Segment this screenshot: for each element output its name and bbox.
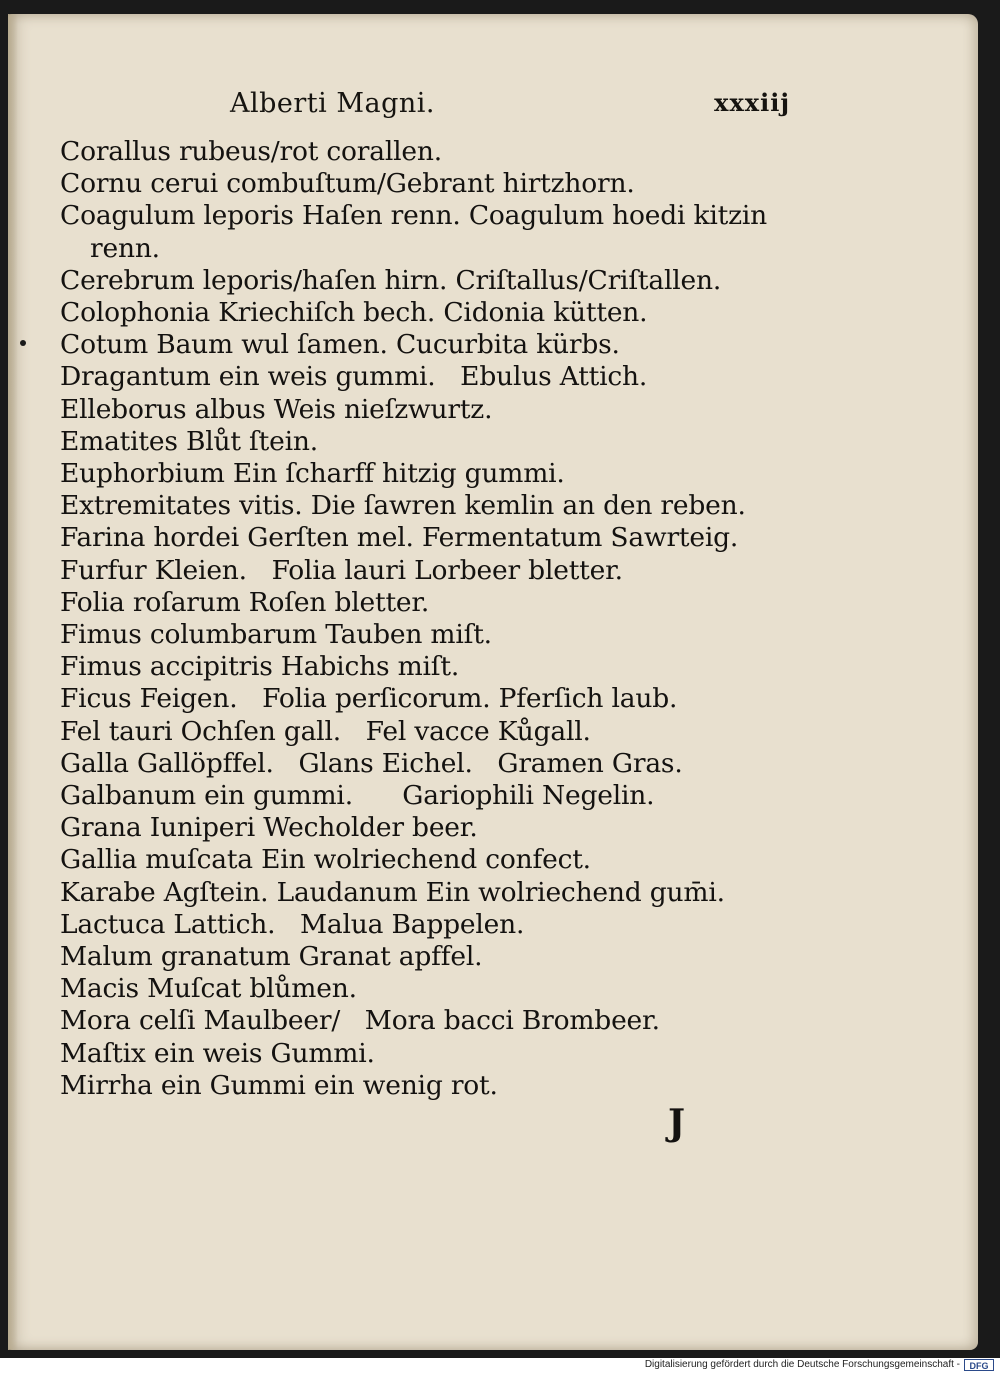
entry-line: Coagulum leporis Haſen renn. Coagulum hoedi kitzin [60,200,768,232]
entry-line: Fimus accipitris Habichs miſt. [60,651,460,683]
entry-line: Mora celſi Maulbeer/ Mora bacci Brombeer. [60,1005,660,1037]
digitization-credit: Digitalisierung gefördert durch die Deutsche Forschungsgemeinschaft - [644,1359,960,1370]
entry-line: Corallus rubeus/rot corallen. [60,136,442,167]
entry-line: Fimus columbarum Tauben miſt. [60,619,492,651]
entry-line: Farina hordei Gerſten mel. Fermentatum Sawrteig. [60,522,739,554]
entry-line: Grana Iuniperi Wecholder beer. [60,812,478,844]
entry-line: Cerebrum leporis/haſen hirn. Criſtallus/Criſtallen. [60,264,722,296]
signature-mark: J [668,1102,686,1144]
entry-line: Euphorbium Ein ſcharff hitzig gummi. [60,458,565,490]
entry-line: Galla Gallöpffel. Glans Eichel. Gramen Gras. [60,747,683,779]
entry-line: Colophonia Kriechiſch bech. Cidonia kütten. [60,297,648,329]
entry-line: Cornu cerui combuſtum/Gebrant hirtzhorn. [60,168,635,200]
ink-dot [20,340,26,346]
entry-line: Fel tauri Ochſen gall. Fel vacce Kůgall. [60,715,591,747]
entry-line: Furfur Kleien. Folia lauri Lorbeer bletter. [60,554,623,586]
entry-line: Maſtix ein weis Gummi. [60,1037,375,1069]
glossary-entries [60,136,790,1102]
dfg-logo: DFG [964,1359,994,1371]
entry-line: Lactuca Lattich. Malua Bappelen. [60,908,525,940]
page-header [230,88,790,128]
entry-line: Ficus Feigen. Folia perſicorum. Pferſich laub. [60,683,678,715]
entry-line: Macis Muſcat blůmen. [60,973,357,1005]
running-title: Alberti Magni. [230,88,436,119]
entry-line: Folia roſarum Roſen bletter. [60,586,430,618]
entry-line: Mirrha ein Gummi ein wenig rot. [60,1069,498,1101]
folio-number: xxxiij [714,88,790,117]
entry-line: Dragantum ein weis gummi. Ebulus Attich. [60,361,648,393]
entry-line: Ematites Blůt ſtein. [60,425,318,457]
entry-line: Elleborus albus Weis nieſzwurtz. [60,393,493,425]
entry-line: Extremitates vitis. Die ſawren kemlin an den reben. [60,490,746,522]
entry-line: Karabe Agſtein. Laudanum Ein wolriechend gum̄i. [60,876,725,908]
entry-line-continuation: renn. [90,232,160,264]
entry-line: Cotum Baum wul ſamen. Cucurbita kürbs. [60,329,620,361]
entry-line: Gallia muſcata Ein wolriechend confect. [60,844,591,876]
entry-line: Galbanum ein gummi. Gariophili Negelin. [60,780,655,812]
entry-line: Malum granatum Granat apffel. [60,941,483,973]
